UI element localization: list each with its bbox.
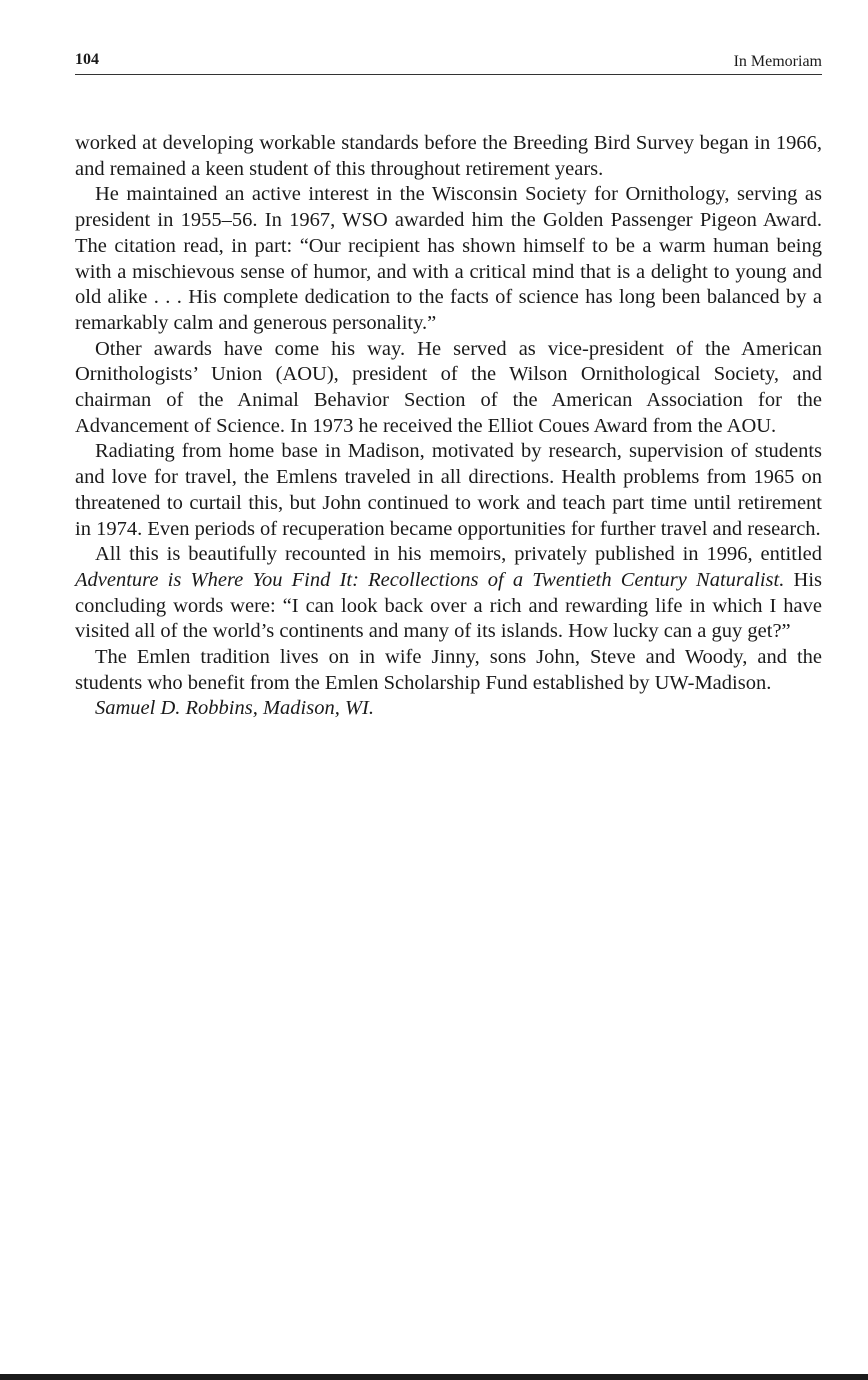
- article-body: [75, 131, 822, 722]
- scan-bottom-edge: [0, 1374, 868, 1380]
- paragraph-3: Other awards have come his way. He served as vice-president of the American Ornithologists’ Union (AOU), president of the Wilson Ornithological Society, and chairman of the Animal Behavior Section of the American Association for the Advancement of Science. In 1973 he received the Elliot Coues Award from the AOU.: [75, 337, 822, 437]
- paragraph-4: Radiating from home base in Madison, motivated by research, supervision of students and love for travel, the Emlens traveled in all directions. Health problems from 1965 on threatened to curtail this, but John continued to work and teach part time until retirement in 1974. Even periods of recuperation became opportunities for further travel and research.: [75, 440, 822, 540]
- page-number: 104: [75, 51, 99, 68]
- author-signature: Samuel D. Robbins, Madison, WI.: [95, 697, 375, 720]
- paragraph-5: [75, 542, 822, 645]
- page-header: [75, 50, 822, 75]
- paragraph-1: worked at developing workable standards before the Breeding Bird Survey began in 1966, and remained a keen student of this throughout retirement years.: [75, 132, 822, 180]
- paragraph-5-intro: All this is beautifully recounted in his memoirs, privately published in 1996, entitled: [95, 543, 822, 566]
- paragraph-5-quote: His concluding words were: “I can look back over a rich and rewarding life in which I have visited all of the world’s continents and many of its islands. How lucky can a guy get?”: [75, 568, 822, 643]
- running-head: In Memoriam: [733, 53, 822, 70]
- paragraph-2: He maintained an active interest in the Wisconsin Society for Ornithology, serving as president in 1955–56. In 1967, WSO awarded him the Golden Passenger Pigeon Award. The citation read, in part: “Our recipient has shown himself to be a warm human being with a mischievous sense of humor, and with a critical mind that is a delight to young and old alike . . . His complete dedication to the facts of science has long been balanced by a remarkably calm and generous personality.”: [75, 183, 822, 334]
- paragraph-6: The Emlen tradition lives on in wife Jinny, sons John, Steve and Woody, and the students who benefit from the Emlen Scholarship Fund established by UW-Madison.: [75, 646, 822, 694]
- memoir-title: Adventure is Where You Find It: Recollections of a Twentieth Century Naturalist.: [75, 568, 785, 591]
